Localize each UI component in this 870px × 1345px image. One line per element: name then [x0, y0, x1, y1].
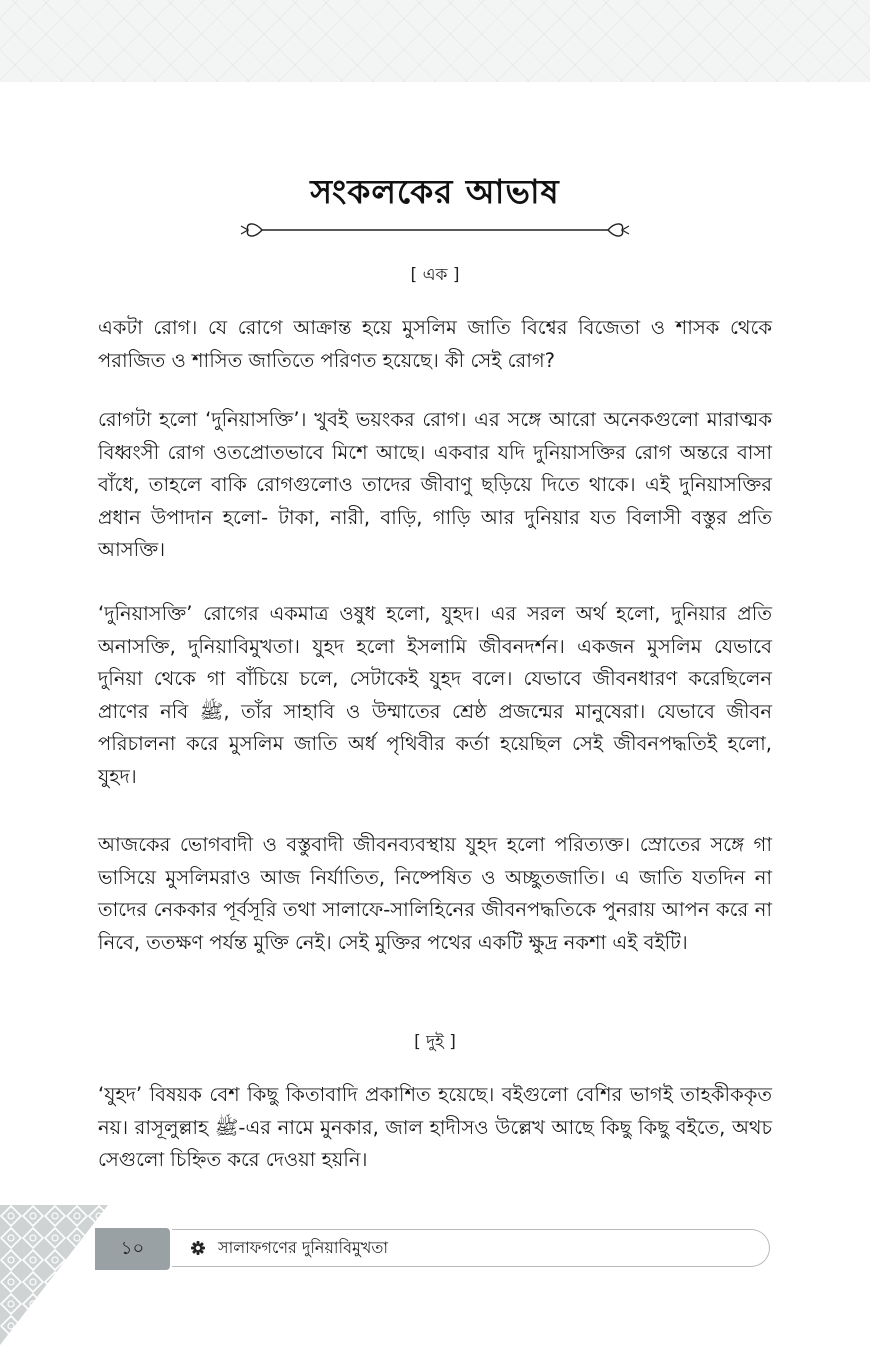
geometric-pattern-icon — [0, 1205, 110, 1345]
section-marker-one: [ এক ] — [410, 265, 460, 285]
running-title: সালাফগণের দুনিয়াবিমুখতা — [218, 1237, 389, 1257]
title-ornament-icon — [240, 215, 630, 245]
page-number-tab — [95, 1228, 170, 1270]
header-pattern-band — [0, 0, 870, 82]
paragraph: একটা রোগ। যে রোগে আক্রান্ত হয়ে মুসলিম জাতি বিশ্বের বিজেতা ও শাসক থেকে পরাজিত ও শাসিত জাতিতে পরিণত হয়েছে। কী সেই রোগ? — [98, 316, 772, 372]
star-flower-icon — [190, 1240, 206, 1256]
paragraph: ‘দুনিয়াসক্তি’ রোগের একমাত্র ওষুধ হলো, যুহদ। এর সরল অর্থ হলো, দুনিয়ার প্রতি অনাসক্তি, দুনিয়াবিমুখতা। যুহদ হলো ইসলামি জীবনদর্শন। একজন মুসলিম যেভাবে দুনিয়া থেকে গা বাঁচিয়ে চলে, সেটাকেই যুহদ বলে। যেভাবে জীবনধারণ করেছিলেন প্রাণের নবি ﷺ, তাঁর সাহাবি ও উম্মাতের শ্রেষ্ঠ প্রজন্মের মানুষেরা। যেভাবে জীবন পরিচালনা করে মুসলিম জাতি অর্ধ পৃথিবীর কর্তা হয়েছিল সেই জীবনপদ্ধতিই হলো, যুহদ। — [98, 602, 772, 788]
page-title: সংকলকের আভাষ — [310, 172, 560, 211]
paragraph: রোগটা হলো ‘দুনিয়াসক্তি’। খুবই ভয়ংকর রোগ। এর সঙ্গে আরো অনেকগুলো মারাত্মক বিধ্বংসী রোগ ওতপ্রোতভাবে মিশে আছে। একবার যদি দুনিয়াসক্তির রোগ অন্তরে বাসা বাঁধে, তাহলে বাকি রোগগুলোও তাদের জীবাণু ছড়িয়ে দিতে থাকে। এই দুনিয়াসক্তির প্রধান উপাদান হলো- টাকা, নারী, বাড়ি, গাড়ি আর দুনিয়ার যত বিলাসী বস্তুর প্রতি আসক্তি। — [98, 408, 772, 561]
page-number: ১০ — [120, 1237, 145, 1259]
paragraph: আজকের ভোগবাদী ও বস্তুবাদী জীবনব্যবস্থায় যুহদ হলো পরিত্যক্ত। স্রোতের সঙ্গে গা ভাসিয়ে মুসলিমরাও আজ নির্যাতিত, নিষ্পেষিত ও অচ্ছুতজাতি। এ জাতি যতদিন না তাদের নেককার পূর্বসূরি তথা সালাফে-সালিহিনের জীবনপদ্ধতিকে পুনরায় আপন করে না নিবে, ততক্ষণ পর্যন্ত মুক্তি নেই। সেই মুক্তির পথের একটি ক্ষুদ্র নকশা এই বইটি। — [98, 833, 772, 954]
footer-running-title-bar — [172, 1229, 770, 1267]
paragraph: ‘যুহদ’ বিষয়ক বেশ কিছু কিতাবাদি প্রকাশিত হয়েছে। বইগুলো বেশির ভাগই তাহকীককৃত নয়। রাসূলুল্লাহ ﷺ-এর নামে মুনকার, জাল হাদীসও উল্লেখ আছে কিছু কিছু বইতে, অথচ সেগুলো চিহ্নিত করে দেওয়া হয়নি। — [98, 1083, 772, 1171]
section-marker-two: [ দুই ] — [414, 1032, 456, 1052]
